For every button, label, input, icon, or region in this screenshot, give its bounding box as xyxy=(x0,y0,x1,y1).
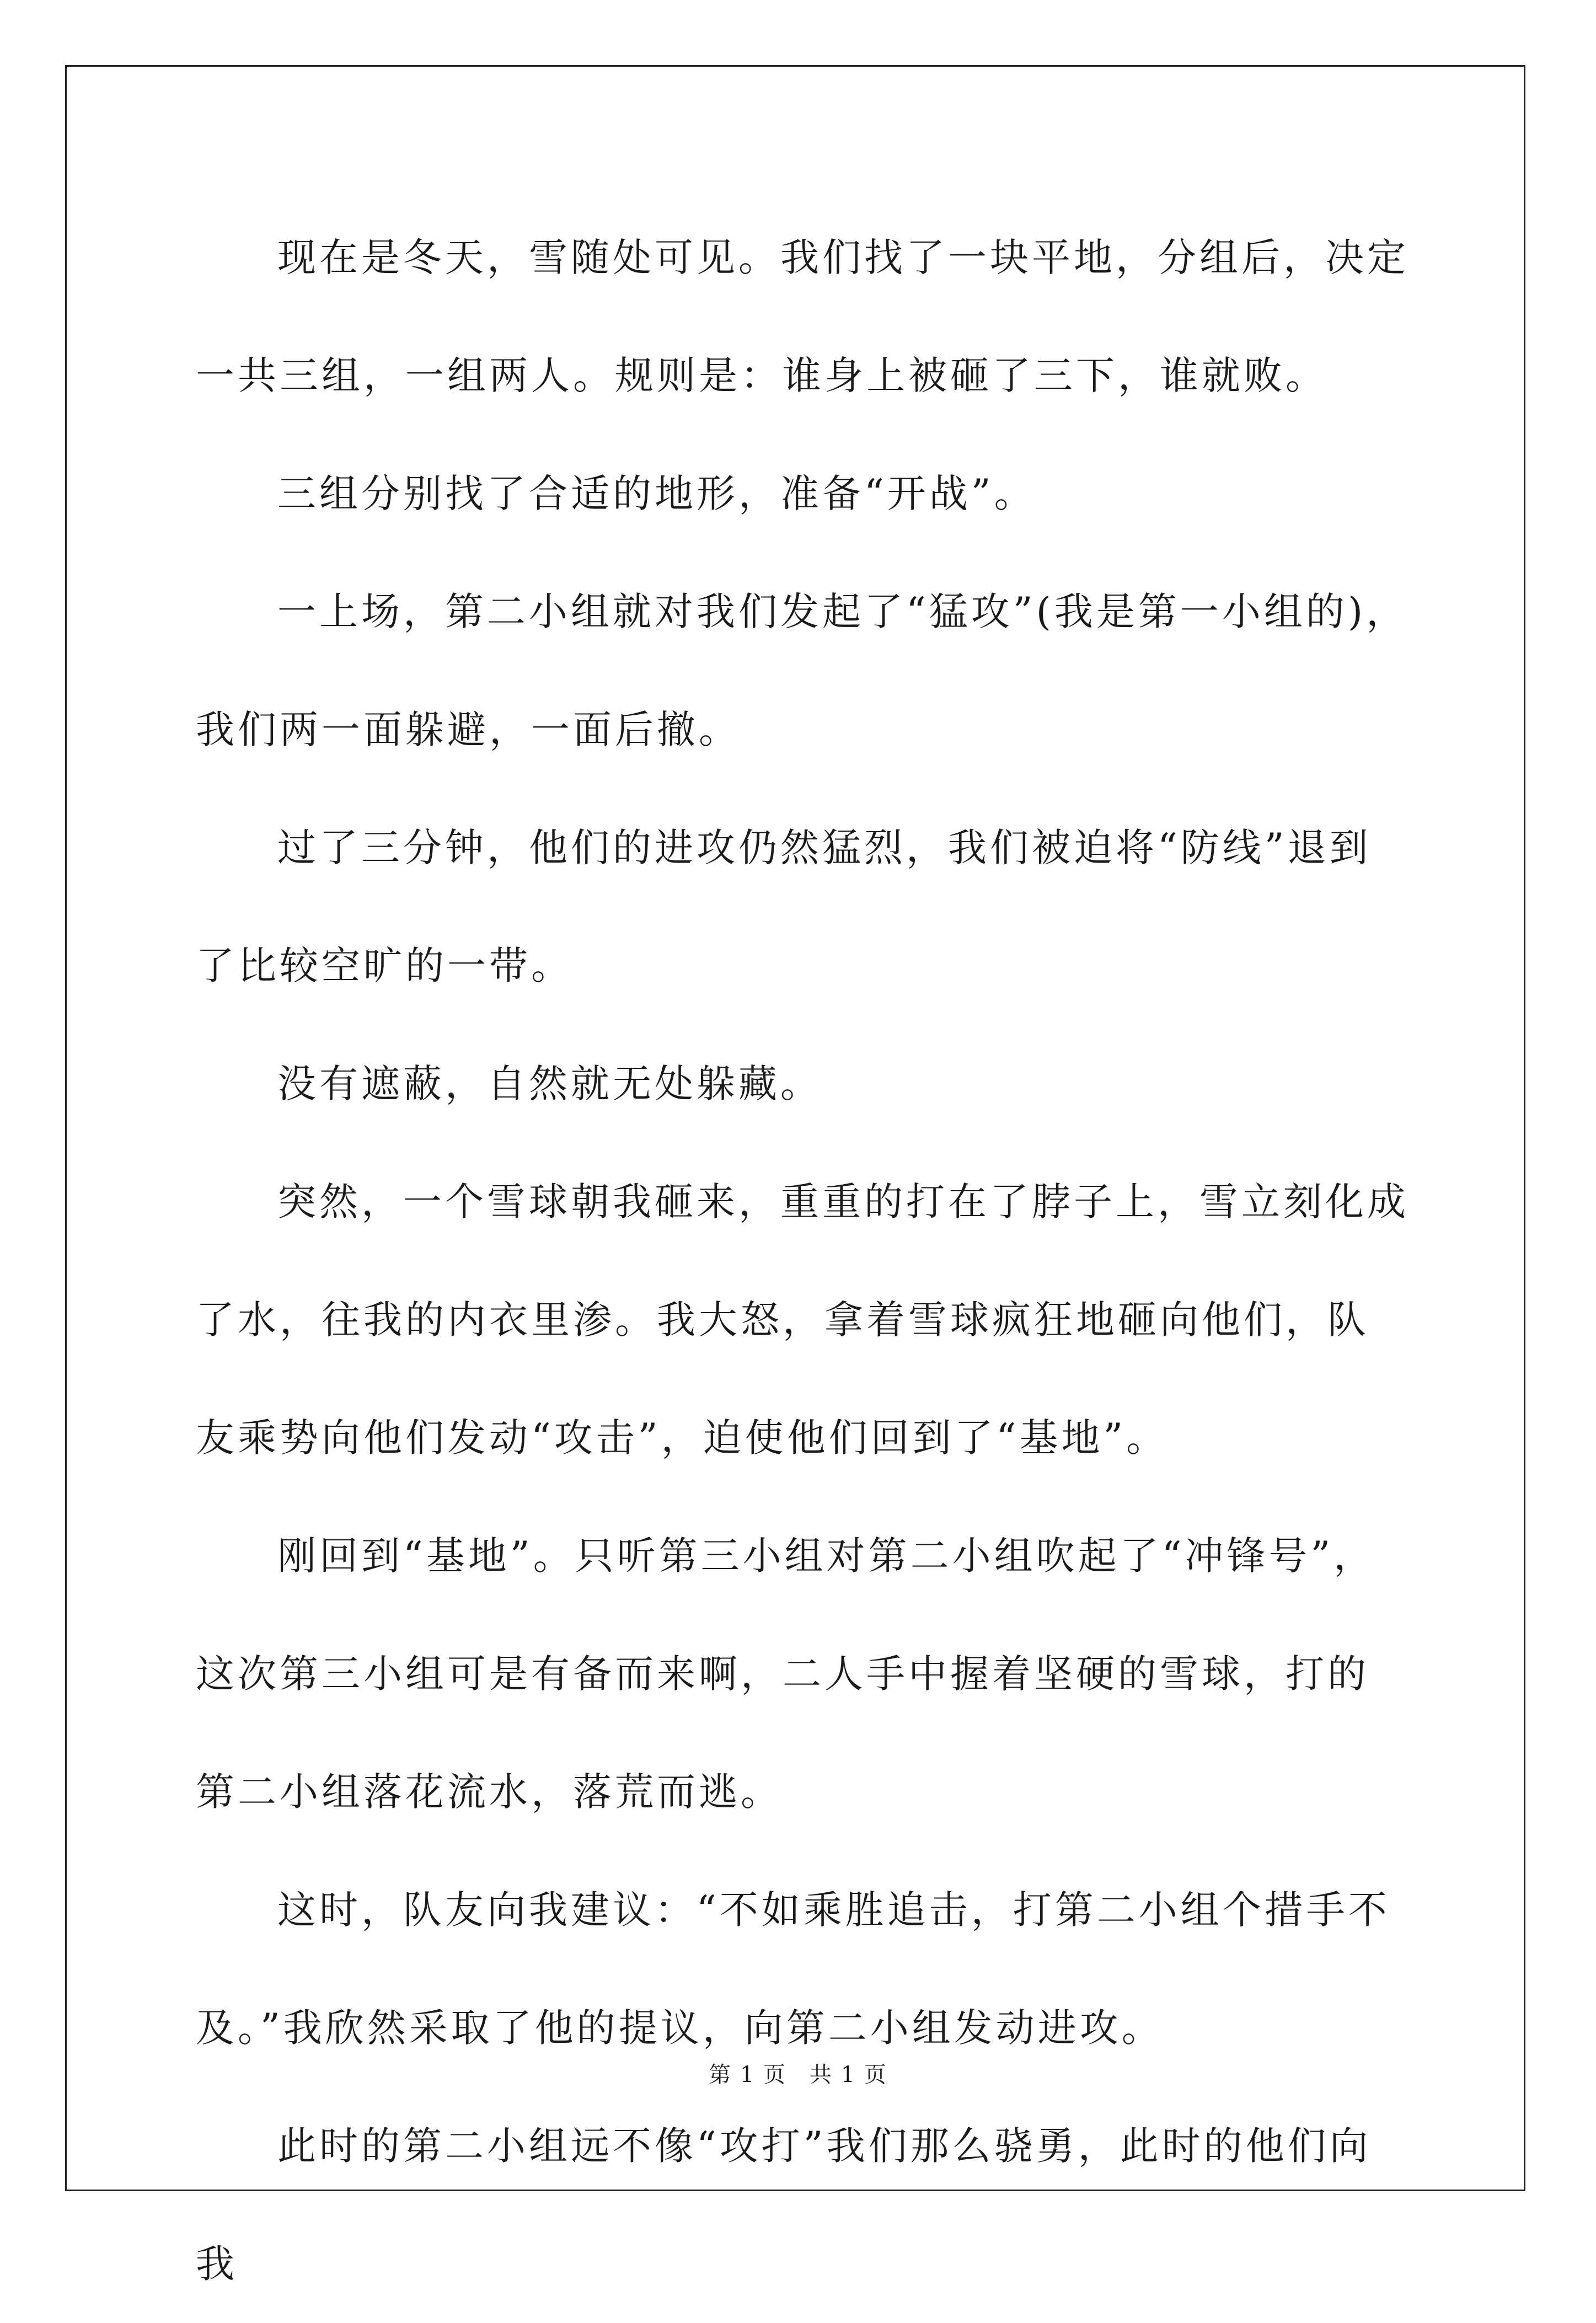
paragraph-6: 突然，一个雪球朝我砸来，重重的打在了脖子上，雪立刻化成了水，往我的内衣里渗。我大怒，拿着雪球疯狂地砸向他们，队友乘势向他们发动“攻击”，迫使他们回到了“基地”。 xyxy=(196,1179,1409,1460)
document-body xyxy=(196,199,1409,2323)
paragraph-5: 没有遮蔽，自然就无处躲藏。 xyxy=(277,1061,822,1106)
page-number-footer: 第 1 页 共 1 页 xyxy=(709,2062,887,2088)
paragraph-9: 此时的第二小组远不像“攻打”我们那么骁勇，此时的他们向我 xyxy=(196,2123,1372,2287)
paragraph-2: 三组分别找了合适的地形，准备“开战”。 xyxy=(277,471,1036,516)
paragraph-4: 过了三分钟，他们的进攻仍然猛烈，我们被迫将“防线”退到了比较空旷的一带。 xyxy=(196,825,1372,988)
paragraph-1: 现在是冬天，雪随处可见。我们找了一块平地，分组后，决定一共三组，一组两人。规则是：谁身上被砸了三下，谁就败。 xyxy=(196,235,1409,398)
paragraph-8: 这时，队友向我建议：“不如乘胜追击，打第二小组个措手不及。”我欣然采取了他的提议，向第二小组发动进攻。 xyxy=(196,1887,1390,2051)
paragraph-7: 刚回到“基地”。只听第三小组对第二小组吹起了“冲锋号”，这次第三小组可是有备而来啊，二人手中握着坚硬的雪球，打的第二小组落花流水，落荒而逃。 xyxy=(196,1533,1376,1814)
paragraph-3: 一上场，第二小组就对我们发起了“猛攻”(我是第一小组的)，我们两一面躲避，一面后撤。 xyxy=(196,589,1408,752)
